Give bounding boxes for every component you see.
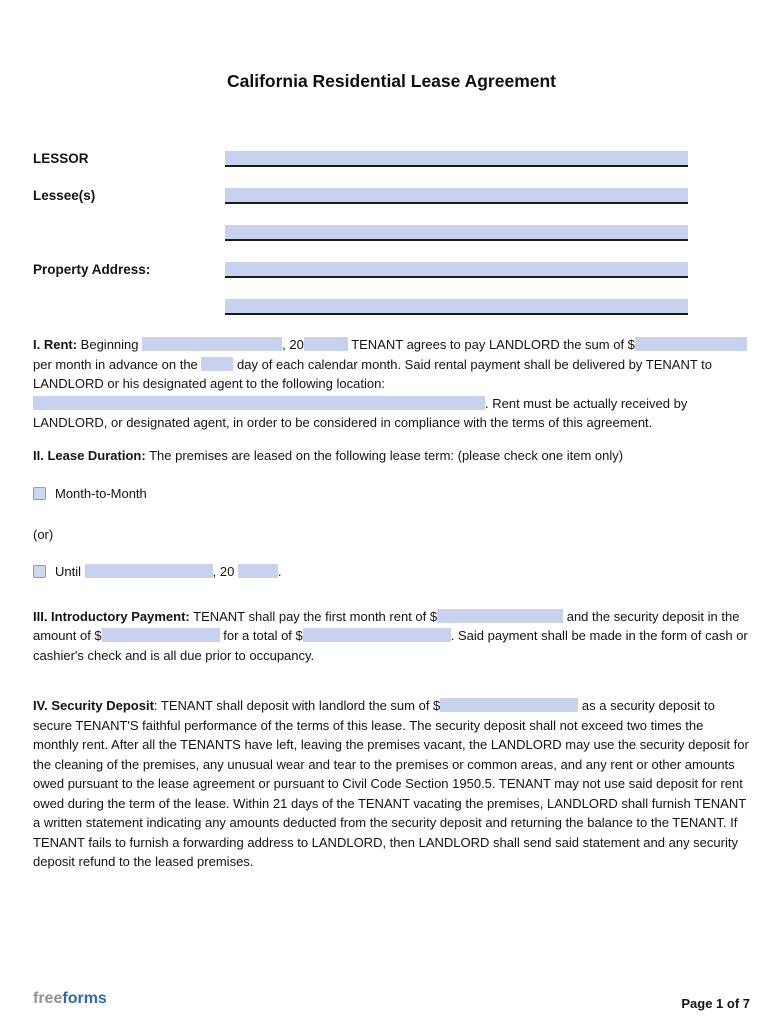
security-deposit-text-2: as a security deposit to secure TENANT'S faithful performance of the terms of this lease. The security deposit shall not exceed two times the monthly rent. After all the TENANTS have left, leaving the premises vacant, the LANDLORD may use the security deposit for the cleaning of the premises, any unusual wear and tear to the premises or common areas, and any rent or other amounts owed pursuant to the lease agreement or pursuant to Civil Code Section 1950.5. TENANT may not use said deposit for rent owed during the term of the lease. Within 21 days of the TENANT vacating the premises, LANDLORD shall furnish TENANT a written statement indicating any amounts deducted from the security deposit and returning the balance to the TENANT. If TENANT fails to furnish a forwarding address to LANDLORD, then LANDLORD shall send said statement and any security deposit refund to the leased premises. (33, 698, 749, 869)
until-label: Until (55, 564, 85, 579)
document-title: California Residential Lease Agreement (226, 71, 557, 91)
intro-text-4: . Said payment shall be made in the form of cash or cashier's check and is all due prior to occupancy. (33, 628, 748, 663)
lease-duration-text: The premises are leased on the following lease term: (please check one item only) (145, 447, 624, 463)
property-address-row (33, 261, 750, 278)
security-deposit-text-1: : TENANT shall deposit with landlord the sum of $ (153, 698, 441, 713)
total-amount-input[interactable] (303, 628, 451, 642)
introductory-payment-heading: III. Introductory Payment: (33, 608, 190, 624)
page-number: Page 1 of 7 (681, 995, 750, 1011)
until-date-input[interactable] (85, 564, 213, 578)
rent-text-2: , 20 (282, 337, 304, 352)
rent-text-6: . Rent must be actually received by LANDLORD, or designated agent, in order to be considered in compliance with the terms of this agreement. (33, 395, 688, 430)
logo-forms-text: forms (62, 990, 107, 1007)
lessor-row (33, 150, 750, 167)
rent-text-5: day of each calendar month. Said rental payment shall be delivered by TENANT to LANDLORD or his designated agent to the following location: (33, 356, 713, 391)
introductory-payment-section (33, 607, 750, 666)
rent-section (33, 335, 750, 433)
until-text-2: , 20 (212, 564, 238, 579)
lessee-input-2[interactable] (225, 225, 688, 241)
intro-text-2: and the security deposit in the amount of $ (33, 608, 740, 643)
rent-start-date-input[interactable] (142, 337, 282, 351)
month-to-month-label: Month-to-Month (55, 486, 147, 501)
security-deposit-amount-input[interactable] (102, 628, 220, 642)
intro-text-3: for a total of $ (219, 628, 303, 643)
month-to-month-option (33, 484, 750, 504)
until-checkbox[interactable] (33, 565, 46, 578)
until-option (33, 562, 750, 582)
payment-location-input[interactable] (33, 396, 485, 410)
lessor-label: LESSOR (33, 151, 89, 166)
lessee-label: Lessee(s) (33, 188, 96, 203)
rent-text-4: per month in advance on the (33, 356, 202, 372)
until-text-3: . (277, 564, 282, 579)
property-address-row-2 (33, 298, 750, 315)
security-deposit-section (33, 696, 750, 872)
lessee-input[interactable] (225, 188, 688, 204)
lessor-input[interactable] (225, 151, 688, 167)
property-address-label: Property Address: (33, 262, 151, 277)
property-address-input-2[interactable] (225, 299, 688, 315)
property-address-input[interactable] (225, 262, 688, 278)
logo-free-text: free (33, 990, 63, 1007)
rent-due-day-input[interactable] (201, 357, 233, 371)
security-deposit-sum-input[interactable] (440, 698, 578, 712)
until-year-input[interactable] (238, 564, 278, 578)
lessee-row-2 (33, 224, 750, 241)
lessee-row (33, 187, 750, 204)
rent-text-3: TENANT agrees to pay LANDLORD the sum of $ (347, 337, 635, 352)
security-deposit-heading: IV. Security Deposit (33, 698, 154, 713)
first-month-rent-input[interactable] (437, 609, 563, 623)
rent-text-1: Beginning (77, 337, 143, 352)
lease-duration-heading: II. Lease Duration: (33, 447, 146, 463)
intro-text-1: TENANT shall pay the first month rent of $ (189, 608, 438, 624)
freeforms-logo (33, 990, 107, 1008)
or-text: (or) (33, 526, 54, 542)
rent-amount-input[interactable] (635, 337, 747, 351)
month-to-month-checkbox[interactable] (33, 487, 46, 500)
rent-heading: I. Rent: (33, 337, 78, 352)
lease-duration-section (33, 446, 750, 466)
rent-start-year-input[interactable] (304, 337, 348, 351)
